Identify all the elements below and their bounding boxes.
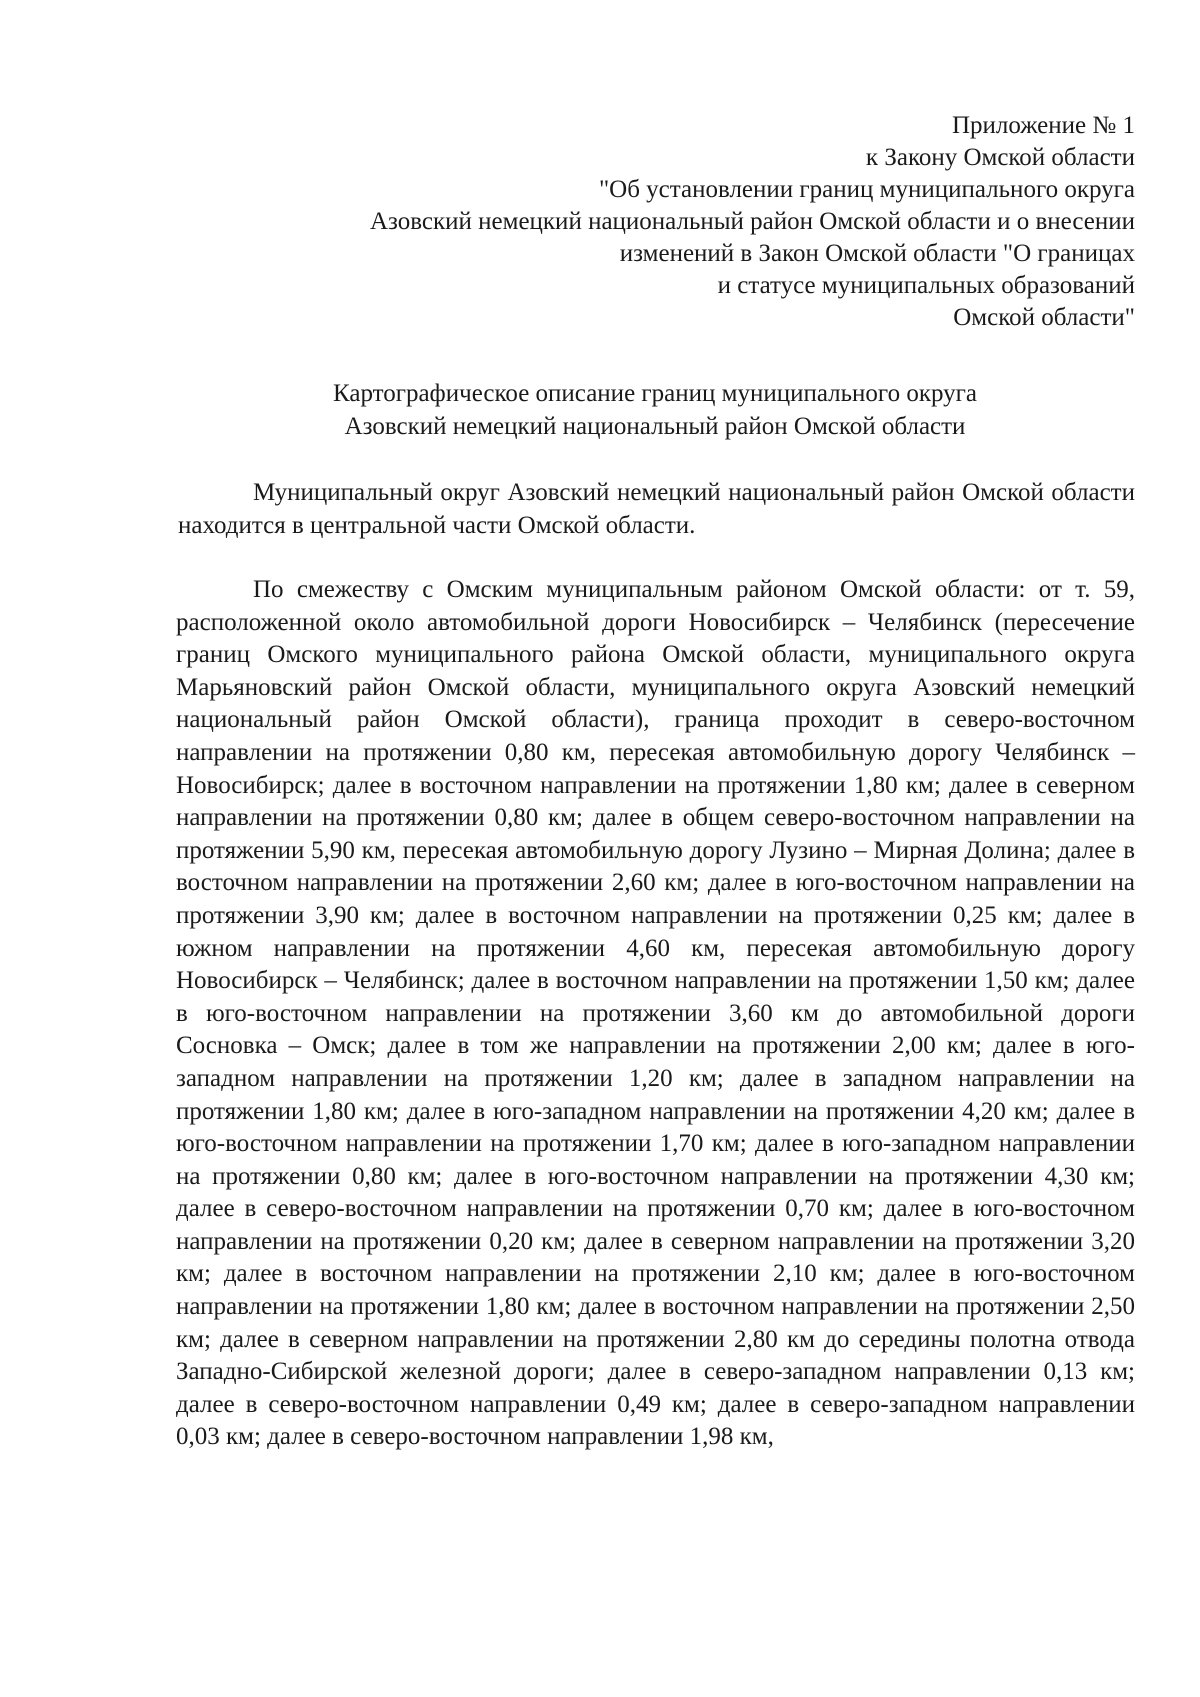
title-line-1: Картографическое описание границ муниципального округа — [333, 380, 977, 407]
appendix-law-title-line: изменений в Закон Омской области "О границах — [619, 240, 1135, 267]
document-title — [175, 377, 1135, 443]
intro-paragraph: Муниципальный округ Азовский немецкий национальный район Омской области находится в центральной части Омской области. — [178, 479, 1135, 539]
appendix-law-title-line: "Об установлении границ муниципального округа — [598, 176, 1135, 203]
appendix-header — [200, 110, 1135, 334]
appendix-law-title-line: Омской области" — [953, 304, 1135, 331]
boundary-description-paragraph: По смежеству с Омским муниципальным районом Омской области: от т. 59, расположенной около автомобильной дороги Новосибирск – Челябинск (пересечение границ Омского муниципального района Омской области, муниципального округа Марьяновский район Омской области, муниципального округа Азовский немецкий национальный район Омской области), граница проходит в северо-восточном направлении на протяжении 0,80 км, пересекая автомобильную дорогу Челябинск – Новосибирск; далее в восточном направлении на протяжении 1,80 км; далее в северном направлении на протяжении 0,80 км; далее в общем северо-восточном направлении на протяжении 5,90 км, пересекая автомобильную дорогу Лузино – Мирная Долина; далее в восточном направлении на протяжении 2,60 км; далее в юго-восточном направлении на протяжении 3,90 км; далее в восточном направлении на протяжении 0,25 км; далее в южном направлении на протяжении 4,60 км, пересекая автомобильную дорогу Новосибирск – Челябинск; далее в восточном направлении на протяжении 1,50 км; далее в юго-восточном направлении на протяжении 3,60 км до автомобильной дороги Сосновка – Омск; далее в том же направлении на протяжении 2,00 км; далее в юго-западном направлении на протяжении 1,20 км; далее в западном направлении на протяжении 1,80 км; далее в юго-западном направлении на протяжении 4,20 км; далее в юго-восточном направлении на протяжении 1,70 км; далее в юго-западном направлении на протяжении 0,80 км; далее в юго-восточном направлении на протяжении 4,30 км; далее в северо-восточном направлении на протяжении 0,70 км; далее в юго-восточном направлении на протяжении 0,20 км; далее в северном направлении на протяжении 3,20 км; далее в восточном направлении на протяжении 2,10 км; далее в юго-восточном направлении на протяжении 1,80 км; далее в восточном направлении на протяжении 2,50 км; далее в северном направлении на протяжении 2,80 км до середины полотна отвода Западно-Сибирской железной дороги; далее в северо-западном направлении 0,13 км; далее в северо-восточном направлении 0,49 км; далее в северо-западном направлении 0,03 км; далее в северо-восточном направлении 1,98 км, — [176, 576, 1135, 1451]
appendix-law-ref: к Закону Омской области — [865, 144, 1135, 171]
appendix-law-title-line: и статусе муниципальных образований — [717, 272, 1135, 299]
appendix-law-title-line: Азовский немецкий национальный район Омской области и о внесении — [369, 208, 1135, 235]
appendix-number: Приложение № 1 — [951, 112, 1135, 139]
title-line-2: Азовский немецкий национальный район Омской области — [344, 413, 966, 440]
